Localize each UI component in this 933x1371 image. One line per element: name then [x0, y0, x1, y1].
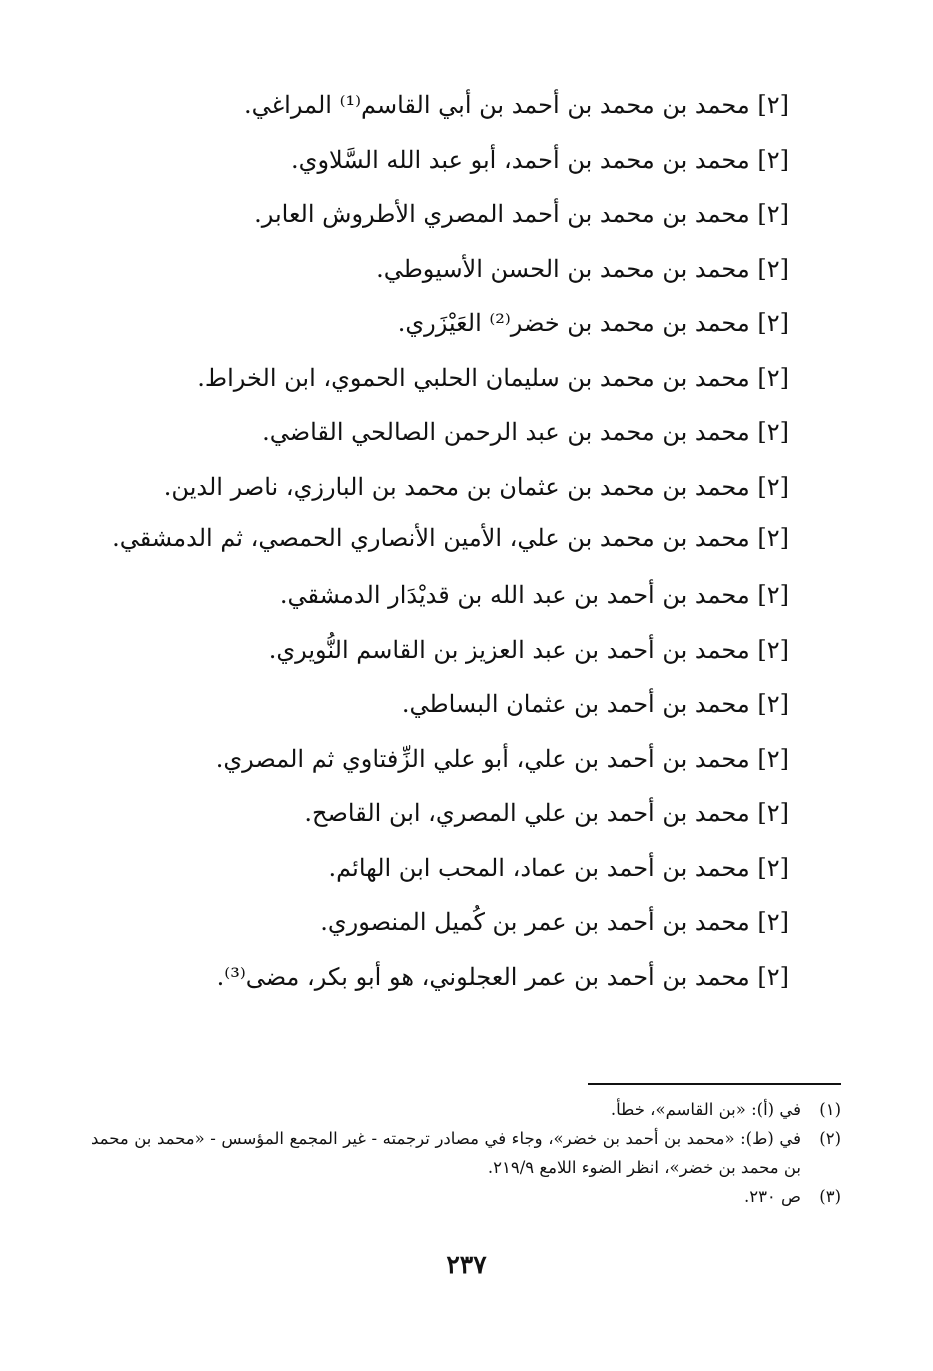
list-item: [٢] محمد بن أحمد بن علي المصري، ابن القاصح. — [304, 799, 789, 827]
footnotes — [91, 1095, 841, 1211]
list-item: [٢] محمد بن محمد بن أحمد، أبو عبد الله السَّلاوي. — [291, 145, 789, 174]
list-item: [٢] محمد بن محمد بن خضر⁽²⁾ العَيْزَري. — [397, 309, 789, 337]
list-item: [٢] محمد بن محمد بن أحمد المصري الأطروش العابر. — [254, 200, 789, 228]
footnote-text: في (ط): «محمد بن أحمد بن خضر»، وجاء في مصادر ترجمته - غير المجمع المؤسس - «محمد بن محمد بن محمد بن خضر»، انظر الضوء اللامع ٢١٩/٩. — [91, 1129, 801, 1177]
list-item: [٢] محمد بن أحمد بن عمر العجلوني، هو أبو بكر، مضى⁽³⁾. — [216, 962, 789, 991]
list-item: [٢] محمد بن أحمد بن عبد الله بن قديْدَار الدمشقي. — [279, 581, 789, 609]
list-item: [٢] محمد بن أحمد بن عثمان البساطي. — [401, 690, 789, 718]
footnote-text: ص ٢٣٠. — [743, 1187, 801, 1206]
footnote-number: (١) — [819, 1100, 841, 1119]
footnote — [91, 1095, 841, 1124]
footnote-number: (٢) — [819, 1129, 841, 1148]
list-item: [٢] محمد بن محمد بن عبد الرحمن الصالحي القاضي. — [262, 418, 789, 446]
list-item: [٢] محمد بن محمد بن الحسن الأسيوطي. — [376, 254, 789, 283]
list-item: [٢] محمد بن محمد بن عثمان بن محمد بن البارزي، ناصر الدين. — [163, 472, 789, 501]
entries-list — [81, 78, 841, 1004]
footnote — [91, 1124, 841, 1182]
list-item: [٢] محمد بن أحمد بن علي، أبو علي الزِّفتاوي ثم المصري. — [215, 744, 789, 773]
list-item: [٢] محمد بن محمد بن سليمان الحلبي الحموي، ابن الخراط. — [197, 363, 789, 392]
list-item: [٢] محمد بن أحمد بن عماد، المحب ابن الهائم. — [328, 853, 789, 882]
footnote-text: في (أ): «بن القاسم»، خطأ. — [610, 1100, 801, 1119]
list-item: [٢] محمد بن محمد بن أحمد بن أبي القاسم⁽¹⁾ المراغي. — [244, 91, 789, 119]
list-item: [٢] محمد بن أحمد بن عمر بن كُميل المنصوري. — [320, 908, 789, 936]
list-item: [٢] محمد بن محمد بن علي، الأمين الأنصاري الحمصي، ثم الدمشقي. — [112, 524, 789, 552]
footnote-number: (٣) — [819, 1187, 841, 1206]
footnote-divider — [588, 1083, 841, 1085]
list-item: [٢] محمد بن أحمد بن عبد العزيز بن القاسم النُّويري. — [268, 635, 789, 664]
footnote — [91, 1182, 841, 1211]
page-number: ٢٣٧ — [446, 1250, 487, 1279]
